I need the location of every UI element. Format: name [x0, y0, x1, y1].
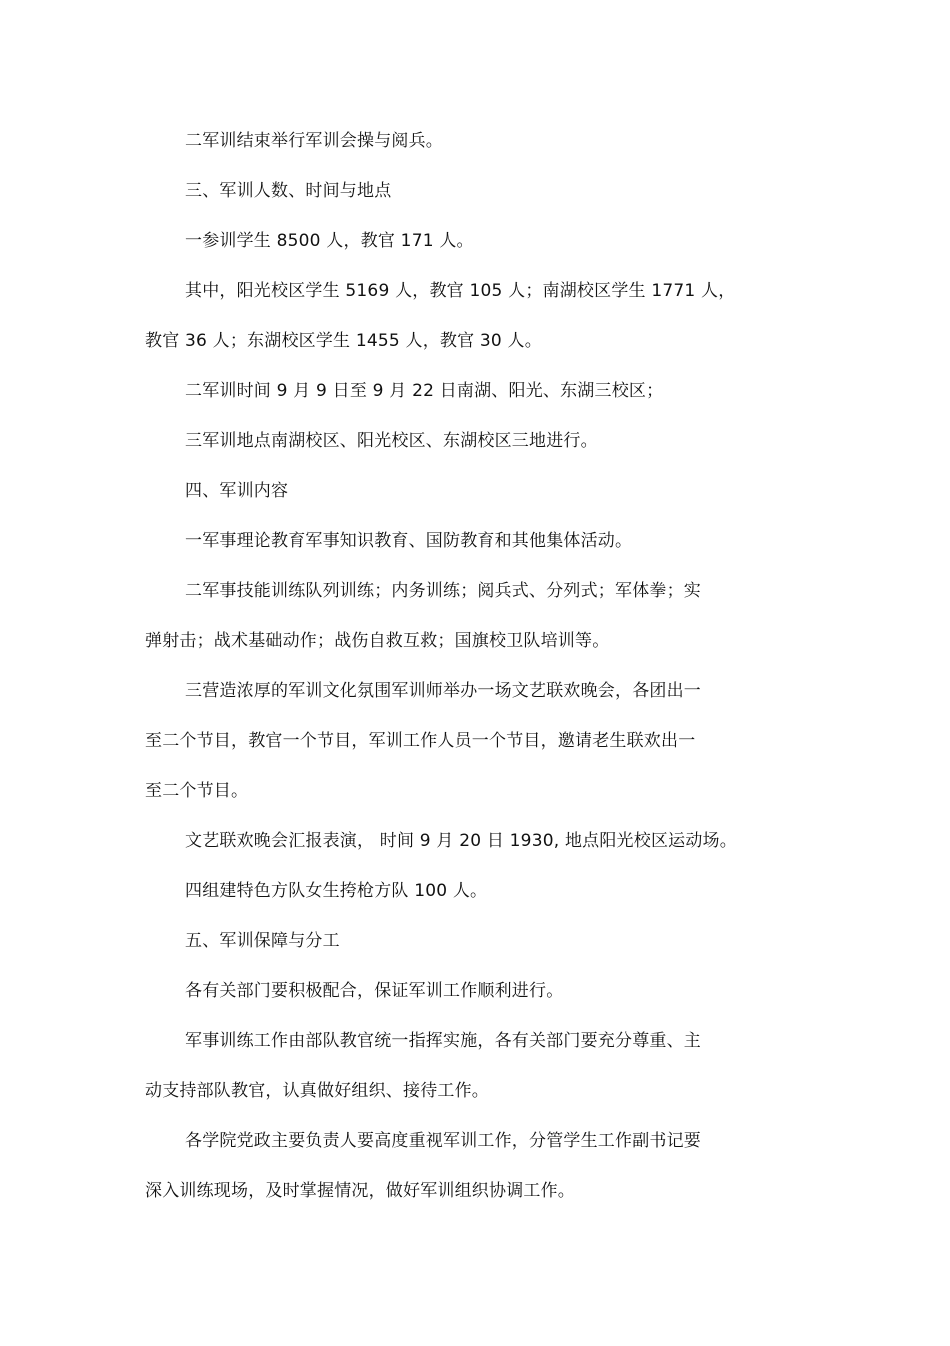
paragraph-line: 深入训练现场，及时掌握情况，做好军训组织协调工作。 — [145, 1181, 575, 1201]
paragraph-line: 二军训结束举行军训会操与阅兵。 — [185, 131, 443, 151]
paragraph-line: 至二个节目。 — [145, 781, 249, 801]
paragraph-line: 文艺联欢晚会汇报表演， 时间 9 月 20 日 1930, 地点阳光校区运动场。 — [185, 831, 737, 851]
section-heading: 三、军训人数、时间与地点 — [185, 181, 392, 201]
paragraph-line: 动支持部队教官，认真做好组织、接待工作。 — [145, 1081, 489, 1101]
paragraph-line: 四组建特色方队女生挎枪方队 100 人。 — [185, 881, 488, 901]
paragraph-line: 二军事技能训练队列训练；内务训练；阅兵式、分列式；军体拳；实 — [185, 581, 701, 601]
paragraph-line: 各有关部门要积极配合，保证军训工作顺利进行。 — [185, 981, 564, 1001]
section-heading: 五、军训保障与分工 — [185, 931, 340, 951]
paragraph-line: 各学院党政主要负责人要高度重视军训工作，分管学生工作副书记要 — [185, 1131, 701, 1151]
paragraph-line: 一军事理论教育军事知识教育、国防教育和其他集体活动。 — [185, 531, 633, 551]
paragraph-line: 三军训地点南湖校区、阳光校区、东湖校区三地进行。 — [185, 431, 598, 451]
section-heading: 四、军训内容 — [185, 481, 289, 501]
paragraph-line: 军事训练工作由部队教官统一指挥实施，各有关部门要充分尊重、主 — [185, 1031, 701, 1051]
paragraph-line: 三营造浓厚的军训文化氛围军训师举办一场文艺联欢晚会，各团出一 — [185, 681, 701, 701]
paragraph-line: 至二个节目，教官一个节目，军训工作人员一个节目，邀请老生联欢出一 — [145, 731, 696, 751]
paragraph-line: 一参训学生 8500 人，教官 171 人。 — [185, 231, 474, 251]
paragraph-line: 二军训时间 9 月 9 日至 9 月 22 日南湖、阳光、东湖三校区； — [185, 381, 664, 401]
paragraph-line: 教官 36 人；东湖校区学生 1455 人，教官 30 人。 — [145, 331, 542, 351]
paragraph-line: 其中，阳光校区学生 5169 人，教官 105 人；南湖校区学生 1771 人， — [185, 281, 736, 301]
paragraph-line: 弹射击；战术基础动作；战伤自救互救；国旗校卫队培训等。 — [145, 631, 610, 651]
